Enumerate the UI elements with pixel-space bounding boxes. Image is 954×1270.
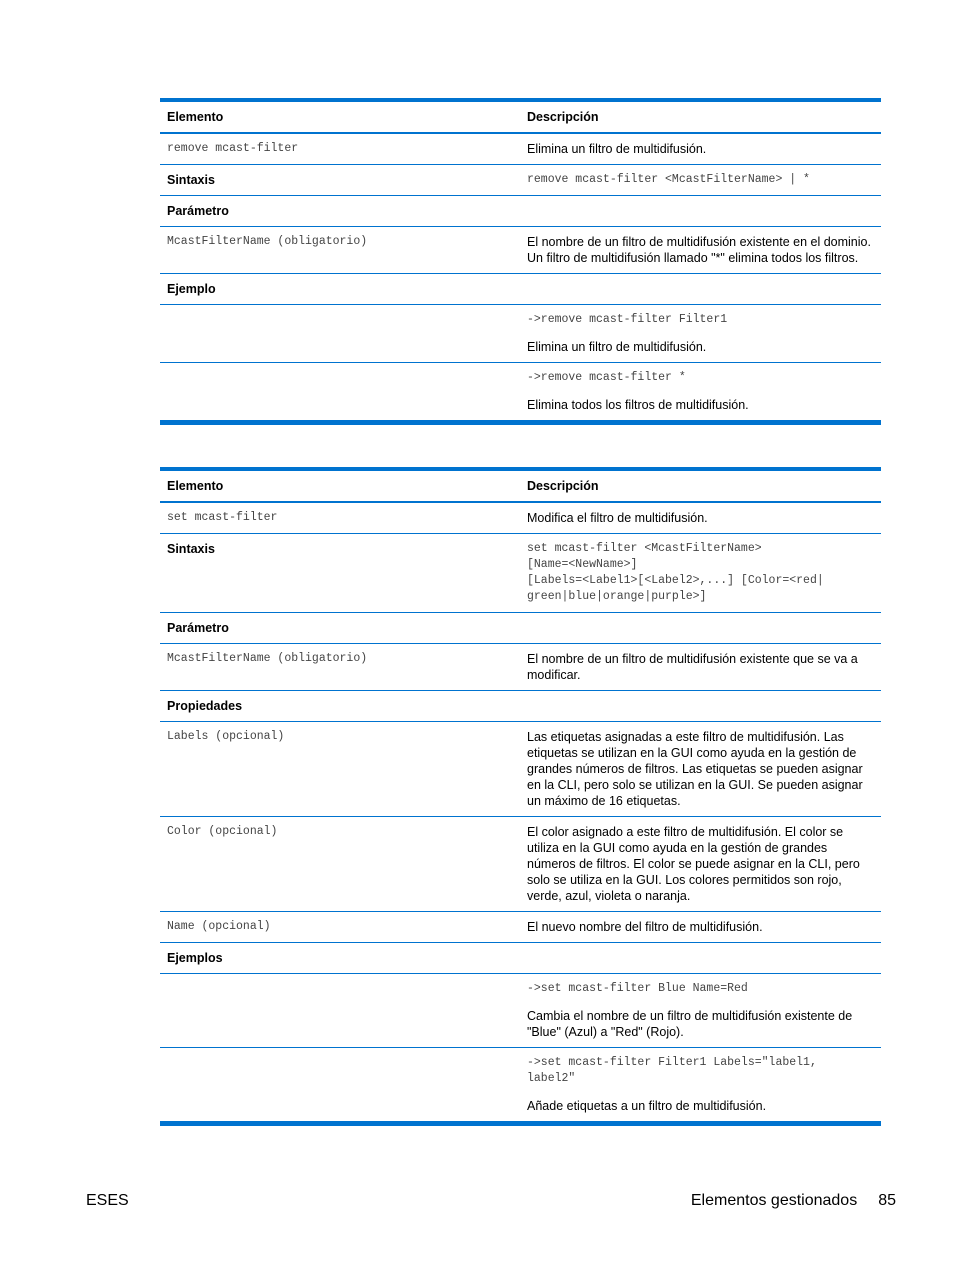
command-description: Modifica el filtro de multidifusión. bbox=[527, 511, 708, 525]
property-name: Color (opcional) bbox=[167, 825, 278, 838]
example-description: Elimina un filtro de multidifusión. bbox=[527, 340, 707, 354]
table-row bbox=[160, 196, 881, 227]
examples-heading: Ejemplos bbox=[167, 951, 223, 965]
parameter-heading: Parámetro bbox=[167, 204, 229, 218]
table-row bbox=[160, 613, 881, 644]
table-row bbox=[160, 165, 881, 196]
table-row bbox=[160, 134, 881, 165]
example-heading: Ejemplo bbox=[167, 282, 216, 296]
footer-section-title: Elementos gestionados bbox=[690, 1192, 858, 1209]
syntax-label: Sintaxis bbox=[167, 542, 215, 556]
set-mcast-filter-table bbox=[160, 467, 881, 1126]
example-code: ->remove mcast-filter * bbox=[527, 371, 686, 384]
table-row bbox=[160, 817, 881, 912]
table-row bbox=[160, 974, 881, 1048]
table-row bbox=[160, 691, 881, 722]
table-row bbox=[160, 503, 881, 534]
example-code: ->set mcast-filter Blue Name=Red bbox=[527, 982, 748, 995]
table-row bbox=[160, 644, 881, 691]
footer-section-page bbox=[691, 1192, 896, 1210]
property-description: Las etiquetas asignadas a este filtro de multidifusión. Las etiquetas se utilizan en la GUI como ayuda en la gestión de grandes números de filtros. Las etiquetas se pueden asignar en la CLI, pero solo se utilizan en la GUI. Se pueden asignar un máximo de 16 etiquetas. bbox=[527, 730, 863, 808]
header-element: Elemento bbox=[167, 110, 224, 124]
parameter-heading: Parámetro bbox=[167, 621, 229, 635]
property-name: Name (opcional) bbox=[167, 920, 271, 933]
example-code: ->remove mcast-filter Filter1 bbox=[527, 313, 728, 326]
page-number: 85 bbox=[878, 1192, 896, 1209]
property-description: El nuevo nombre del filtro de multidifusión. bbox=[527, 920, 763, 934]
header-description: Descripción bbox=[527, 479, 599, 493]
header-description: Descripción bbox=[527, 110, 599, 124]
properties-heading: Propiedades bbox=[167, 699, 243, 713]
command-description: Elimina un filtro de multidifusión. bbox=[527, 142, 707, 156]
table-row bbox=[160, 227, 881, 274]
table-row bbox=[160, 1048, 881, 1122]
syntax-value: set mcast-filter <McastFilterName> [Name=<NewName>] [Labels=<Label1>[<Label2>,...] [Color=<red| green|blue|orange|purple>] bbox=[527, 542, 824, 603]
table-row bbox=[160, 274, 881, 305]
example-code: ->set mcast-filter Filter1 Labels="label1, label2" bbox=[527, 1056, 817, 1085]
syntax-label: Sintaxis bbox=[167, 173, 215, 187]
table-row bbox=[160, 912, 881, 943]
parameter-name: McastFilterName (obligatorio) bbox=[167, 235, 368, 248]
example-description: Cambia el nombre de un filtro de multidifusión existente de "Blue" (Azul) a "Red" (Rojo). bbox=[527, 1009, 853, 1039]
table-bottom-rule bbox=[160, 1122, 881, 1126]
header-element: Elemento bbox=[167, 479, 224, 493]
footer-locale: ESES bbox=[86, 1192, 129, 1209]
remove-mcast-filter-table bbox=[160, 98, 881, 425]
table-row bbox=[160, 534, 881, 613]
property-name: Labels (opcional) bbox=[167, 730, 285, 743]
property-description: El color asignado a este filtro de multidifusión. El color se utiliza en la GUI como ayuda en la gestión de grandes números de filtros. El color se puede asignar en la CLI, pero solo se utiliza en la GUI. Los colores permitidos son rojo, verde, azul, violeta o naranja. bbox=[527, 825, 860, 903]
example-description: Añade etiquetas a un filtro de multidifusión. bbox=[527, 1099, 767, 1113]
parameter-description: El nombre de un filtro de multidifusión existente que se va a modificar. bbox=[527, 652, 858, 682]
table-header-row bbox=[160, 471, 881, 503]
command-name: remove mcast-filter bbox=[167, 142, 299, 155]
table-row bbox=[160, 943, 881, 974]
table-row bbox=[160, 722, 881, 817]
table-row bbox=[160, 363, 881, 421]
table-row bbox=[160, 305, 881, 363]
parameter-description: El nombre de un filtro de multidifusión existente en el dominio. Un filtro de multidifusión llamado "*" elimina todos los filtros. bbox=[527, 235, 871, 265]
table-header-row bbox=[160, 102, 881, 134]
table-bottom-rule bbox=[160, 421, 881, 425]
example-description: Elimina todos los filtros de multidifusión. bbox=[527, 398, 749, 412]
parameter-name: McastFilterName (obligatorio) bbox=[167, 652, 368, 665]
command-name: set mcast-filter bbox=[167, 511, 278, 524]
syntax-value: remove mcast-filter <McastFilterName> | * bbox=[527, 173, 810, 186]
